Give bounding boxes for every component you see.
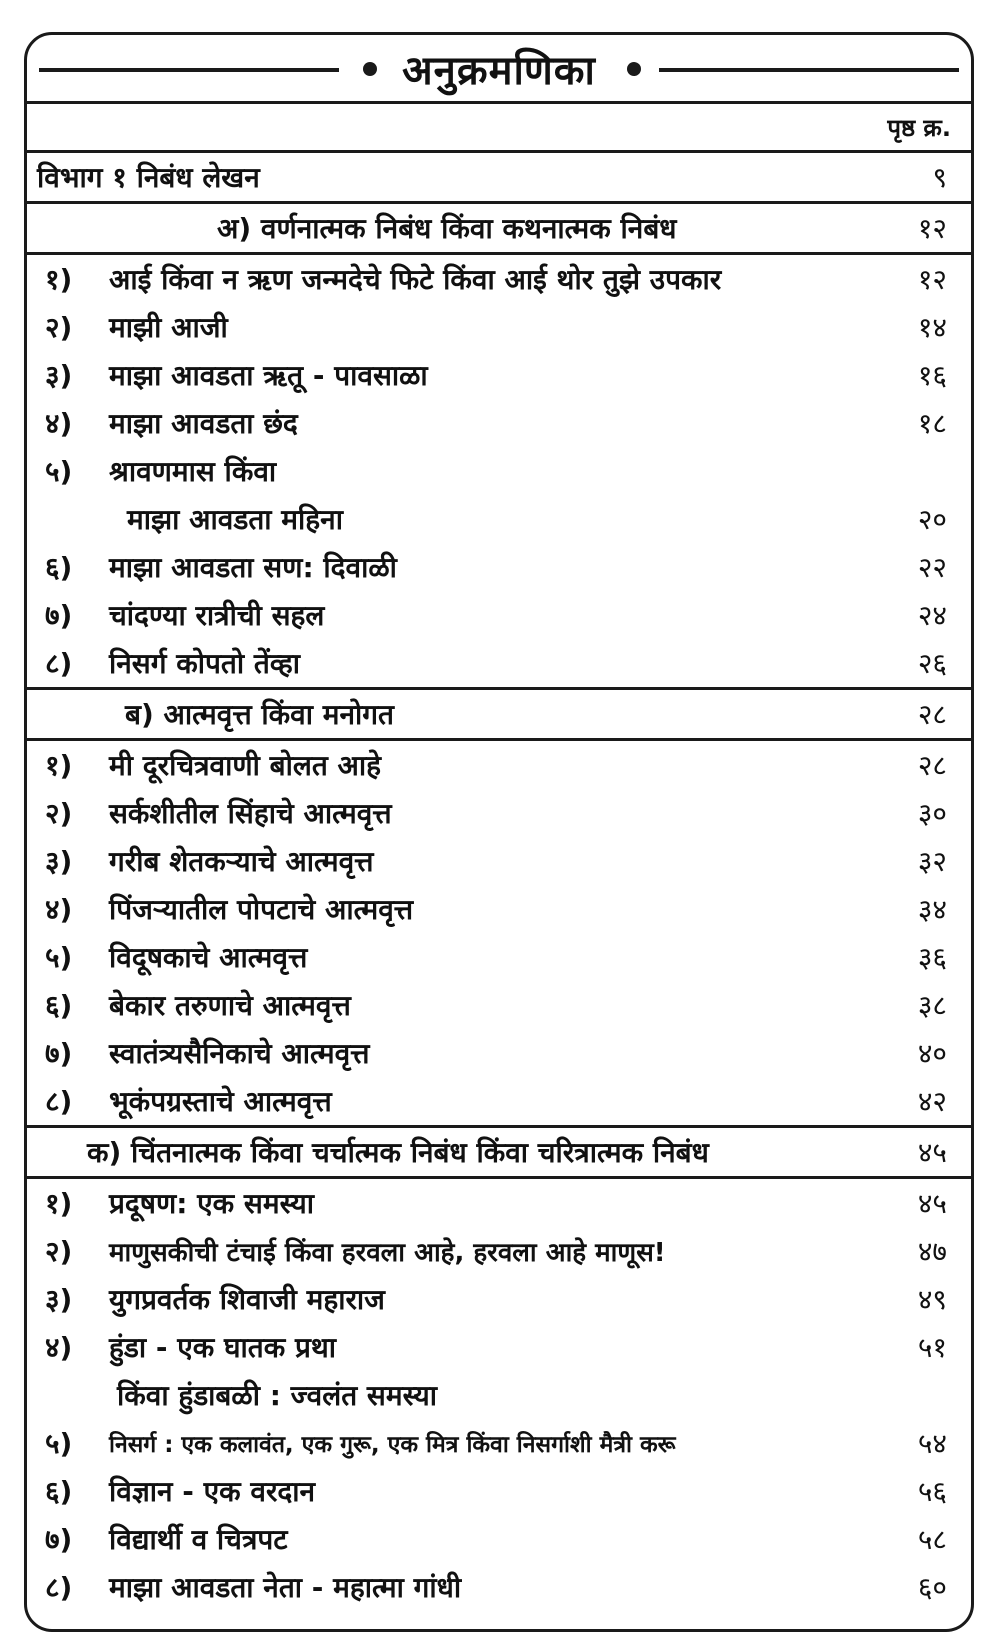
section-b-title: ब) आत्मवृत्त किंवा मनोगत bbox=[125, 698, 395, 731]
toc-row[interactable] bbox=[27, 741, 971, 789]
part-row[interactable] bbox=[27, 153, 971, 201]
item-page: १८ bbox=[917, 407, 947, 440]
item-title: सर्कशीतील सिंहाचे आत्मवृत्त bbox=[109, 797, 392, 830]
item-page: ३८ bbox=[917, 989, 947, 1022]
toc-row[interactable] bbox=[27, 255, 971, 303]
toc-row-continued[interactable] bbox=[27, 495, 971, 543]
item-number: ८) bbox=[45, 647, 73, 680]
toc-row[interactable] bbox=[27, 303, 971, 351]
toc-row[interactable] bbox=[27, 399, 971, 447]
item-number: ५) bbox=[45, 1427, 73, 1460]
toc-row[interactable] bbox=[27, 1275, 971, 1323]
item-title: माझा आवडता छंद bbox=[109, 407, 298, 440]
item-page: १४ bbox=[917, 311, 947, 344]
toc-row[interactable] bbox=[27, 1323, 971, 1371]
item-page: ४० bbox=[917, 1037, 947, 1070]
toc-row[interactable] bbox=[27, 789, 971, 837]
toc-row[interactable] bbox=[27, 1563, 971, 1611]
item-title: निसर्ग कोपतो तेंव्हा bbox=[109, 647, 301, 680]
item-title: आई किंवा न ऋण जन्मदेचे फिटे किंवा आई थोर तुझे उपकार bbox=[109, 263, 722, 296]
section-c-row[interactable] bbox=[27, 1128, 971, 1176]
item-page: २४ bbox=[917, 599, 947, 632]
toc-row[interactable] bbox=[27, 933, 971, 981]
item-number: १) bbox=[45, 1187, 73, 1220]
item-number: १) bbox=[45, 749, 73, 782]
item-page: ३२ bbox=[917, 845, 947, 878]
item-title: माझी आजी bbox=[109, 311, 228, 344]
item-page: ३० bbox=[917, 797, 947, 830]
item-title: चांदण्या रात्रीची सहल bbox=[109, 599, 325, 632]
toc-row[interactable] bbox=[27, 1419, 971, 1467]
header-dot-right bbox=[627, 62, 641, 76]
toc-row[interactable] bbox=[27, 837, 971, 885]
item-number: ४) bbox=[45, 893, 73, 926]
item-page: ५८ bbox=[917, 1523, 947, 1556]
item-number: ४) bbox=[45, 407, 73, 440]
section-a-row[interactable] bbox=[27, 204, 971, 252]
item-page: ४७ bbox=[917, 1235, 947, 1268]
item-title: विदूषकाचे आत्मवृत्त bbox=[109, 941, 308, 974]
item-number: ७) bbox=[45, 1037, 73, 1070]
toc-row[interactable] bbox=[27, 981, 971, 1029]
item-page: २२ bbox=[917, 551, 947, 584]
item-page: ६० bbox=[917, 1571, 947, 1604]
item-number: ७) bbox=[45, 599, 73, 632]
item-page: ४९ bbox=[917, 1283, 947, 1316]
item-number: ८) bbox=[45, 1571, 73, 1604]
item-number: ४) bbox=[45, 1331, 73, 1364]
toc-row-continued[interactable] bbox=[27, 1371, 971, 1419]
item-title: श्रावणमास किंवा bbox=[109, 455, 277, 488]
header-rule-right bbox=[659, 68, 959, 72]
item-page: २० bbox=[917, 503, 947, 536]
item-page: ३६ bbox=[917, 941, 947, 974]
item-number: ३) bbox=[45, 359, 73, 392]
page-title: अनुक्रमणिका bbox=[402, 48, 596, 94]
item-title: माझा आवडता महिना bbox=[127, 503, 343, 536]
item-title: किंवा हुंडाबळी : ज्वलंत समस्या bbox=[117, 1379, 437, 1412]
item-title: माणुसकीची टंचाई किंवा हरवला आहे, हरवला आहे माणूस! bbox=[109, 1238, 666, 1268]
toc-row[interactable] bbox=[27, 351, 971, 399]
item-number: १) bbox=[45, 263, 73, 296]
section-b-page: २८ bbox=[917, 698, 947, 731]
item-page: ४५ bbox=[917, 1187, 947, 1220]
item-number: ५) bbox=[45, 941, 73, 974]
item-title: युगप्रवर्तक शिवाजी महाराज bbox=[109, 1283, 385, 1316]
item-number: ६) bbox=[45, 989, 73, 1022]
item-title: विज्ञान - एक वरदान bbox=[109, 1475, 316, 1508]
page-column-label: पृष्ठ क्र. bbox=[887, 113, 951, 142]
section-c-page: ४५ bbox=[917, 1136, 947, 1169]
toc-row[interactable] bbox=[27, 543, 971, 591]
item-title: स्वातंत्र्यसैनिकाचे आत्मवृत्त bbox=[109, 1037, 370, 1070]
item-title: मी दूरचित्रवाणी बोलत आहे bbox=[109, 749, 382, 782]
item-title: प्रदूषण: एक समस्या bbox=[109, 1187, 314, 1220]
toc-row[interactable] bbox=[27, 1467, 971, 1515]
item-page: ३४ bbox=[917, 893, 947, 926]
item-number: २) bbox=[45, 311, 73, 344]
item-number: ६) bbox=[45, 1475, 73, 1508]
section-b-row[interactable] bbox=[27, 690, 971, 738]
part-page: ९ bbox=[932, 161, 947, 194]
section-c-title: क) चिंतनात्मक किंवा चर्चात्मक निबंध किंवा चरित्रात्मक निबंध bbox=[87, 1136, 709, 1169]
section-a-title: अ) वर्णनात्मक निबंध किंवा कथनात्मक निबंध bbox=[217, 212, 677, 245]
section-a-page: १२ bbox=[917, 212, 947, 245]
toc-row[interactable] bbox=[27, 1029, 971, 1077]
item-title: हुंडा - एक घातक प्रथा bbox=[109, 1331, 337, 1364]
item-page: १६ bbox=[917, 359, 947, 392]
item-title: विद्यार्थी व चित्रपट bbox=[109, 1523, 288, 1556]
item-title: माझा आवडता ऋतू - पावसाळा bbox=[109, 359, 428, 392]
item-title: माझा आवडता सण: दिवाळी bbox=[109, 551, 397, 584]
item-title: माझा आवडता नेता - महात्मा गांधी bbox=[109, 1571, 462, 1604]
item-page: २६ bbox=[917, 647, 947, 680]
item-page: ४२ bbox=[917, 1085, 947, 1118]
item-page: १२ bbox=[917, 263, 947, 296]
item-number: ७) bbox=[45, 1523, 73, 1556]
toc-row[interactable] bbox=[27, 447, 971, 495]
page-column-header bbox=[27, 104, 971, 150]
toc-row[interactable] bbox=[27, 1227, 971, 1275]
item-title: पिंजऱ्यातील पोपटाचे आत्मवृत्त bbox=[109, 893, 414, 926]
toc-row[interactable] bbox=[27, 1179, 971, 1227]
item-page: २८ bbox=[917, 749, 947, 782]
item-number: ३) bbox=[45, 1283, 73, 1316]
item-title: गरीब शेतकऱ्याचे आत्मवृत्त bbox=[109, 845, 374, 878]
item-page: ५४ bbox=[917, 1427, 947, 1460]
part-title: विभाग १ निबंध लेखन bbox=[37, 161, 260, 194]
item-number: ६) bbox=[45, 551, 73, 584]
toc-row[interactable] bbox=[27, 591, 971, 639]
item-page: ५६ bbox=[917, 1475, 947, 1508]
item-title: बेकार तरुणाचे आत्मवृत्त bbox=[109, 989, 351, 1022]
item-number: ३) bbox=[45, 845, 73, 878]
toc-row[interactable] bbox=[27, 1515, 971, 1563]
item-number: ५) bbox=[45, 455, 73, 488]
toc-row[interactable] bbox=[27, 885, 971, 933]
index-frame bbox=[24, 32, 974, 1632]
item-title: भूकंपग्रस्ताचे आत्मवृत्त bbox=[109, 1085, 332, 1118]
toc-row[interactable] bbox=[27, 1077, 971, 1125]
index-header bbox=[27, 35, 971, 101]
item-number: २) bbox=[45, 1235, 73, 1268]
toc-row[interactable] bbox=[27, 639, 971, 687]
item-number: २) bbox=[45, 797, 73, 830]
item-title: निसर्ग : एक कलावंत, एक गुरू, एक मित्र किंवा निसर्गाशी मैत्री करू bbox=[109, 1432, 676, 1458]
item-number: ८) bbox=[45, 1085, 73, 1118]
item-page: ५१ bbox=[917, 1331, 947, 1364]
